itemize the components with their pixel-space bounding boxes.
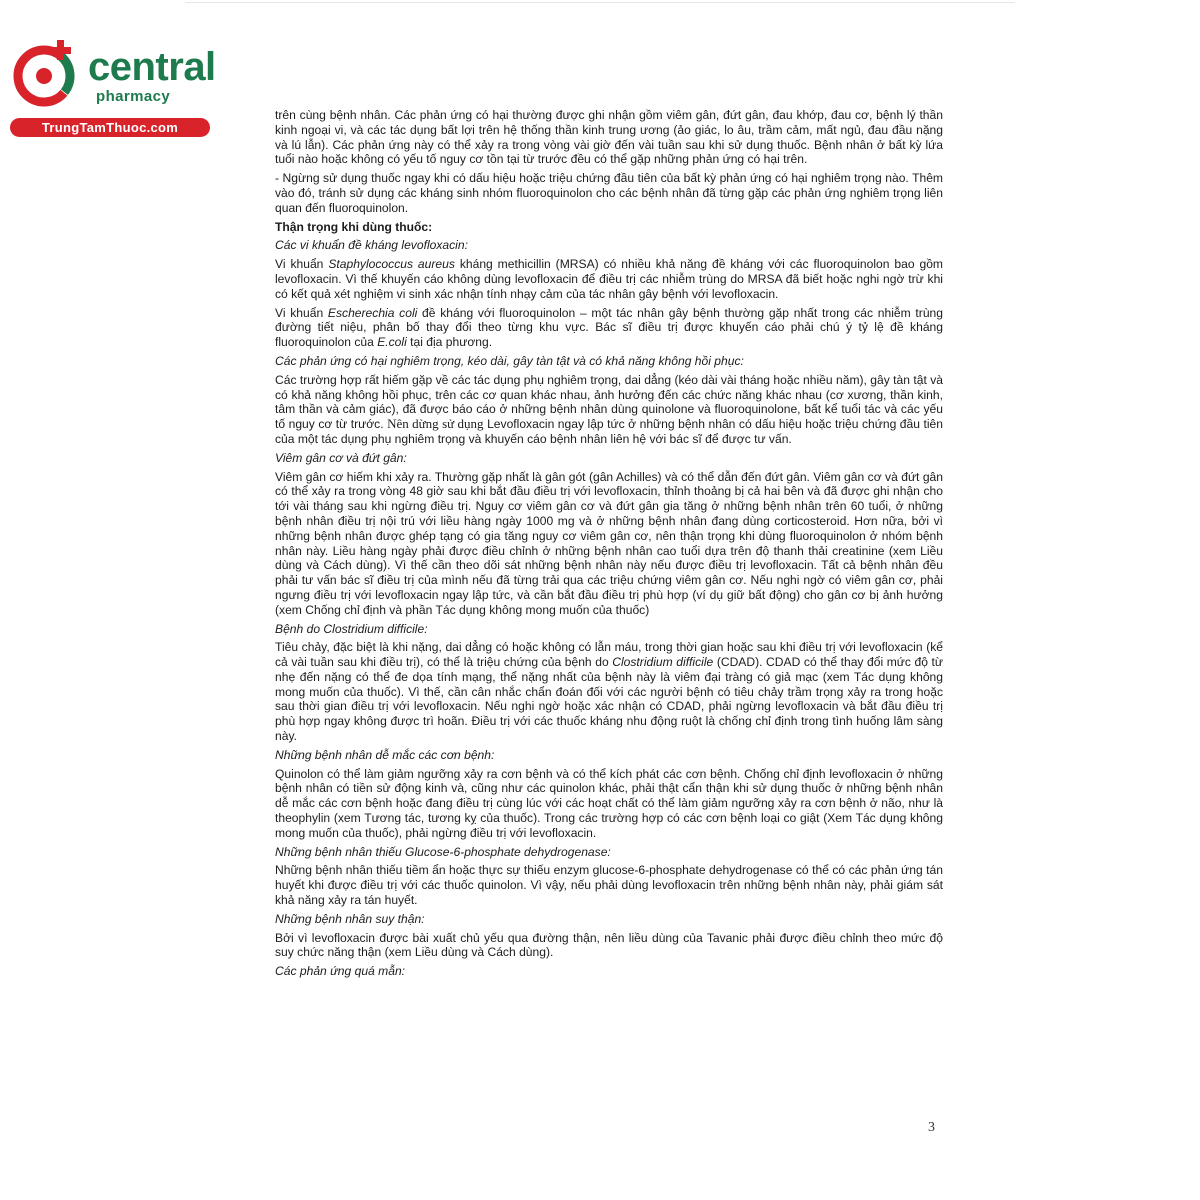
subsection-title: Bệnh do Clostridium difficile: xyxy=(275,621,428,636)
species-name: E.coli xyxy=(377,335,407,350)
paragraph: - Ngừng sử dụng thuốc ngay khi có dấu hiệu hoặc triệu chứng đầu tiên của bất kỳ phản ứng có hại nghiêm trọng nào. Thêm vào đó, tránh sử dụng các kháng sinh nhóm fluoroquinolon cho các bệnh nhân đã từng gặp các phản ứng nghiêm trọng liên quan đến fluoroquinolon. xyxy=(275,171,943,215)
section-heading: Thận trọng khi dùng thuốc: xyxy=(275,219,433,234)
paragraph: Viêm gân cơ hiếm khi xảy ra. Thường gặp nhất là gân gót (gân Achilles) và có thể dẫn đến đứt gân. Viêm gân cơ và đứt gân có thể xảy ra trong vòng 48 giờ sau khi bắt đầu điều trị với levofloxacin, thỉnh thoảng bị cả hai bên và đã được ghi nhận cho tới vài tháng sau khi ngừng điều trị. Nguy cơ viêm gân cơ và đứt gân gia tăng ở những bệnh nhân trên 60 tuổi, ở những bệnh nhân điều trị nội trú với liều hàng ngày 1000 mg và ở những bệnh nhân đang dùng corticosteroid. Hơn nữa, bởi vì những bệnh nhân được ghép tạng có gia tăng nguy cơ viêm gân cơ, nên thận trọng khi dùng fluoroquinolon ở nhóm bệnh nhân này. Liều hàng ngày phải được điều chỉnh ở những bệnh nhân cao tuổi dựa trên độ thanh thải creatinine (xem Liều dùng và Cách dùng). Vì thế cần theo dõi sát những bệnh nhân này nếu được điều trị levofloxacin. Tất cả bệnh nhân đều phải tư vấn bác sĩ điều trị của mình nếu đã từng trải qua các triệu chứng viêm gân cơ. Nếu nghi ngờ có viêm gân cơ, phải ngưng điều trị với levofloxacin ngay lập tức, và cần bắt đầu điều trị phù hợp (ví dụ giữ bất động) cho gân cơ bị ảnh hưởng (xem Chống chỉ định và phần Tác dụng không mong muốn của thuốc) xyxy=(275,469,943,617)
paragraph: Quinolon có thể làm giảm ngưỡng xảy ra cơn bệnh và có thể kích phát các cơn bệnh. Chống chỉ định levofloxacin ở những bệnh nhân có tiền sử động kinh và, cũng như các quinolon khác, phải thật cẩn thận khi sử dụng thuốc ở những bệnh nhân dễ mắc các cơn bệnh hoặc đang điều trị cùng lúc với các hoạt chất có thể làm giảm ngưỡng xảy ra cơn bệnh ở não, như là theophylin (xem Tương tác, tương kỵ của thuốc). Trong các trường hợp có các cơn bệnh loại co giật (Xem Tác dụng không mong muốn của thuốc), phải ngừng điều trị với levofloxacin. xyxy=(275,766,943,840)
page-number: 3 xyxy=(928,1120,935,1135)
subsection-title: Các phản ứng có hại nghiêm trọng, kéo dài, gây tàn tật và có khả năng không hồi phục: xyxy=(275,353,744,368)
top-rule xyxy=(185,2,1015,3)
species-name: Clostridium difficile xyxy=(612,655,714,670)
subsection-title: Viêm gân cơ và đứt gân: xyxy=(275,450,407,465)
paragraph: Các trường hợp rất hiếm gặp về các tác dụng phụ nghiêm trọng, dai dẳng (kéo dài vài tháng hoặc nhiều năm), gây tàn tật và có khả năng không hồi phục, trên các cơ quan khác nhau, ảnh hưởng đến các chức năng khác nhau (cơ xương, thần kinh, tâm thần và cảm giác), đã được báo cáo ở những bệnh nhân dùng quinolone và fluoroquinolone, bất kể tuổi tác và các yếu tố nguy cơ từ trước. Nên dừng sử dụng Levofloxacin ngay lập tức ở những bệnh nhân có dấu hiệu hoặc triệu chứng đầu tiên của một tác dụng phụ nghiêm trọng và khuyến cáo bệnh nhân liên hệ với bác sĩ để được tư vấn. xyxy=(275,372,943,446)
species-name: Escherechia coli xyxy=(327,305,418,320)
logo-website-badge: TrungTamThuoc.com xyxy=(10,118,210,137)
document-body xyxy=(275,108,943,983)
subsection-title: Những bệnh nhân dễ mắc các cơn bệnh: xyxy=(275,747,495,762)
serif-phrase: Nên dừng sử dụng xyxy=(387,416,484,432)
paragraph: Những bệnh nhân thiếu tiềm ẩn hoặc thực sự thiếu enzym glucose-6-phosphate dehydrogenase có thể có các phản ứng tán huyết khi được điều trị với các thuốc quinolon. Vì vậy, nếu phải dùng levofloxacin trên những bệnh nhân này, phải giám sát khả năng xảy ra tán huyết. xyxy=(275,863,943,908)
logo-brand-name: central xyxy=(88,45,216,89)
logo-subtitle: pharmacy xyxy=(96,88,171,105)
species-name: Staphylococcus aureus xyxy=(328,257,455,272)
central-pharmacy-logo xyxy=(10,38,215,138)
subsection-title: Những bệnh nhân thiếu Glucose-6-phosphate dehydrogenase: xyxy=(275,844,611,859)
paragraph: Bởi vì levofloxacin được bài xuất chủ yếu qua đường thận, nên liều dùng của Tavanic phải được điều chỉnh theo mức độ suy chức năng thận (xem Liều dùng và Cách dùng). xyxy=(275,930,943,960)
pharmacy-logo-icon xyxy=(10,38,82,110)
paragraph: Tiêu chảy, đặc biệt là khi nặng, dai dẳng có hoặc không có lẫn máu, trong thời gian hoặc sau khi điều trị với levofloxacin (kể cả vài tuần sau khi điều trị), có thể là triệu chứng của bệnh do Clostridium difficile (CDAD). CDAD có thể thay đổi mức độ từ nhẹ đến nặng có thể đe dọa tính mạng, thể nặng nhất của bệnh này là viêm đại tràng có giả mạc (xem Tác dụng không mong muốn của thuốc). Vì thế, cần cân nhắc chẩn đoán đối với các người bệnh có tiêu chảy trầm trọng xảy ra trong hoặc sau thời gian điều trị với levofloxacin. Nếu nghi ngờ hoặc xác nhận có CDAD, phải ngừng levofloxacin và bắt đầu điều trị phù hợp ngay không được trì hoãn. Điều trị với các thuốc kháng nhu động ruột là chống chỉ định trong tình huống lâm sàng này. xyxy=(275,640,943,744)
subsection-title: Các phản ứng quá mẫn: xyxy=(275,964,406,979)
subsection-title: Những bệnh nhân suy thận: xyxy=(275,911,425,926)
paragraph: Vi khuẩn Staphylococcus aureus kháng methicillin (MRSA) có nhiều khả năng đề kháng với các fluoroquinolon bao gồm levofloxacin. Vì thế khuyến cáo không dùng levofloxacin để điều trị các nhiễm trùng do MRSA đã biết hoặc nghi ngờ trừ khi có kết quả xét nghiệm vi sinh xác nhận tính nhạy cảm của tác nhân gây bệnh với levofloxacin. xyxy=(275,257,943,301)
paragraph: Vi khuẩn Escherechia coli đề kháng với fluoroquinolon – một tác nhân gây bệnh thường gặp nhất trong các nhiễm trùng đường tiết niệu, phân bố thay đổi theo từng khu vực. Bác sĩ điều trị được khuyến cáo phải chú ý tỷ lệ đề kháng fluoroquinolon của E.coli tại địa phương. xyxy=(275,305,943,350)
subsection-title: Các vi khuẩn đề kháng levofloxacin: xyxy=(275,238,468,253)
paragraph: trên cùng bệnh nhân. Các phản ứng có hại thường được ghi nhận gồm viêm gân, đứt gân, đau khớp, đau cơ, bệnh lý thần kinh ngoại vi, và các tác dụng bất lợi trên hệ thống thần kinh trung ương (ảo giác, lo âu, trầm cảm, mất ngủ, đau đầu nặng và lú lẫn). Các phản ứng này có thể xảy ra trong vòng vài giờ đến vài tuần sau khi sử dụng thuốc. Bệnh nhân ở bất kỳ lứa tuổi nào hoặc không có yếu tố nguy cơ tồn tại từ trước đều có thể gặp những phản ứng có hại trên. xyxy=(275,108,943,167)
